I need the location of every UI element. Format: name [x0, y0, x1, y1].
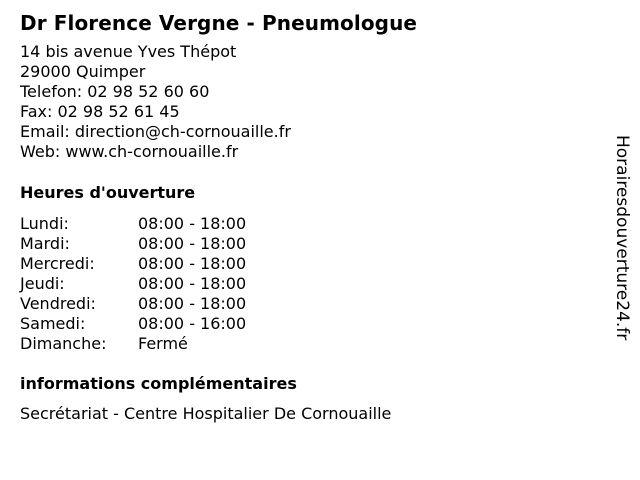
day-label: Lundi:	[20, 214, 69, 233]
address-city: 29000 Quimper	[20, 62, 146, 81]
fax-line: Fax: 02 98 52 61 45	[20, 102, 180, 121]
hours-row-vendredi	[20, 294, 600, 314]
day-label: Dimanche:	[20, 334, 107, 353]
day-hours: 08:00 - 18:00	[138, 254, 247, 273]
day-label: Mardi:	[20, 234, 70, 253]
day-hours: 08:00 - 18:00	[138, 274, 247, 293]
day-label: Vendredi:	[20, 294, 96, 313]
hours-row-mardi	[20, 234, 600, 254]
hours-row-mercredi	[20, 254, 600, 274]
phone-line: Telefon: 02 98 52 60 60	[20, 82, 210, 101]
day-hours: 08:00 - 18:00	[138, 294, 247, 313]
email-line: Email: direction@ch-cornouaille.fr	[20, 122, 291, 141]
hours-row-lundi	[20, 214, 600, 234]
hours-row-dimanche	[20, 334, 600, 354]
address-street: 14 bis avenue Yves Thépot	[20, 42, 237, 61]
day-label: Jeudi:	[20, 274, 65, 293]
additional-info-heading: informations complémentaires	[20, 374, 297, 393]
day-hours: 08:00 - 18:00	[138, 214, 247, 233]
day-hours: Fermé	[138, 334, 188, 353]
contact-block	[20, 42, 600, 162]
hours-row-samedi	[20, 314, 600, 334]
day-label: Samedi:	[20, 314, 86, 333]
day-label: Mercredi:	[20, 254, 95, 273]
opening-hours-heading: Heures d'ouverture	[20, 183, 196, 202]
site-brand-vertical: Horairesdouverture24.fr	[612, 135, 632, 341]
hours-row-jeudi	[20, 274, 600, 294]
page-title: Dr Florence Vergne - Pneumologue	[20, 11, 418, 35]
day-hours: 08:00 - 16:00	[138, 314, 247, 333]
additional-info-text: Secrétariat - Centre Hospitalier De Cornouaille	[20, 404, 392, 423]
doctor-card	[20, 10, 600, 424]
web-line: Web: www.ch-cornouaille.fr	[20, 142, 239, 161]
day-hours: 08:00 - 18:00	[138, 234, 247, 253]
opening-hours-list	[20, 214, 600, 354]
